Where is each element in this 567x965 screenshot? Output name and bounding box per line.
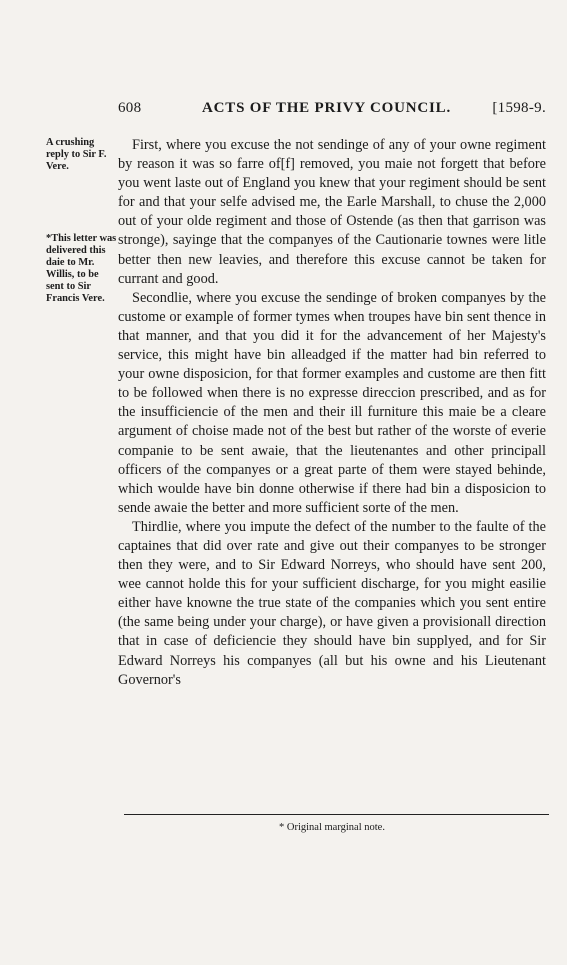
main-text [118, 136, 546, 690]
paragraph-secondlie: Secondlie, where you excuse the sendinge of broken companyes by the custome or example of former tymes when troupes have bin sent thence in that manner, and that you did it for the advancement of her Majesty's service, this might have bin alleadged if the matter had bin referred to your owne disposicion, for that former examples and custome are then fitt to be followed when there is no expresse direccion prescribed, and as for the insufficiencie of the men and their ill furniture this maie be a cleare argument of choise made not of the best but rather of the worste of everie companie to be sent awaie, that the lieutenantes and other principall officers of the companyes or a great parte of them were stayed behinde, which woulde have bin donne otherwise if there had bin a disposicion to sende awaie the better and more sufficient sorte of the men. [118, 289, 546, 516]
margin-note-text: A crushing reply to Sir F. Vere. [46, 137, 107, 172]
margin-note-text: *This letter was delivered this daie to Mr. Willis, to be sent to Sir Francis Vere. [46, 233, 117, 304]
paragraph-first: First, where you excuse the not sendinge of any of your owne regiment by reason it was so farre of[f] removed, you maie not forgett that before you went laste out of England you knew that your regiment should be sent for and that your selfe advised me, the Earle Marshall, to chuse the 2,000 out of your olde regiment and those of Ostende (as then that garrison was stronge), sayinge that the companyes of the Cautionarie townes were litle better then new leavies, and therefore this excuse cannot be taken for currant and good. [118, 137, 546, 287]
margin-note-crushing-reply [46, 137, 118, 173]
running-head [118, 100, 546, 122]
margin-note-letter-delivered [46, 233, 118, 305]
paragraph-thirdlie: Thirdlie, where you impute the defect of the number to the faulte of the captaines that did over rate and give out their companyes to be stronger then they were, and to Sir Edward Norreys, who should have sent 200, wee cannot holde this for your sufficient discharge, for you might easilie either have knowne the true state of the companies which you sent entire (the same being under your charge), or have given a provisionall direction that in case of deficiencie they should have bin supplyed, and for Sir Edward Norreys his companyes (all but his owne and his Lieutenant Governor's [118, 518, 546, 688]
running-title: ACTS OF THE PRIVY COUNCIL. [202, 100, 452, 116]
page-number: 608 [118, 100, 142, 116]
footnote: * Original marginal note. [279, 822, 385, 833]
year-reference: [1598-9. [492, 100, 546, 116]
footnote-divider [124, 814, 549, 815]
